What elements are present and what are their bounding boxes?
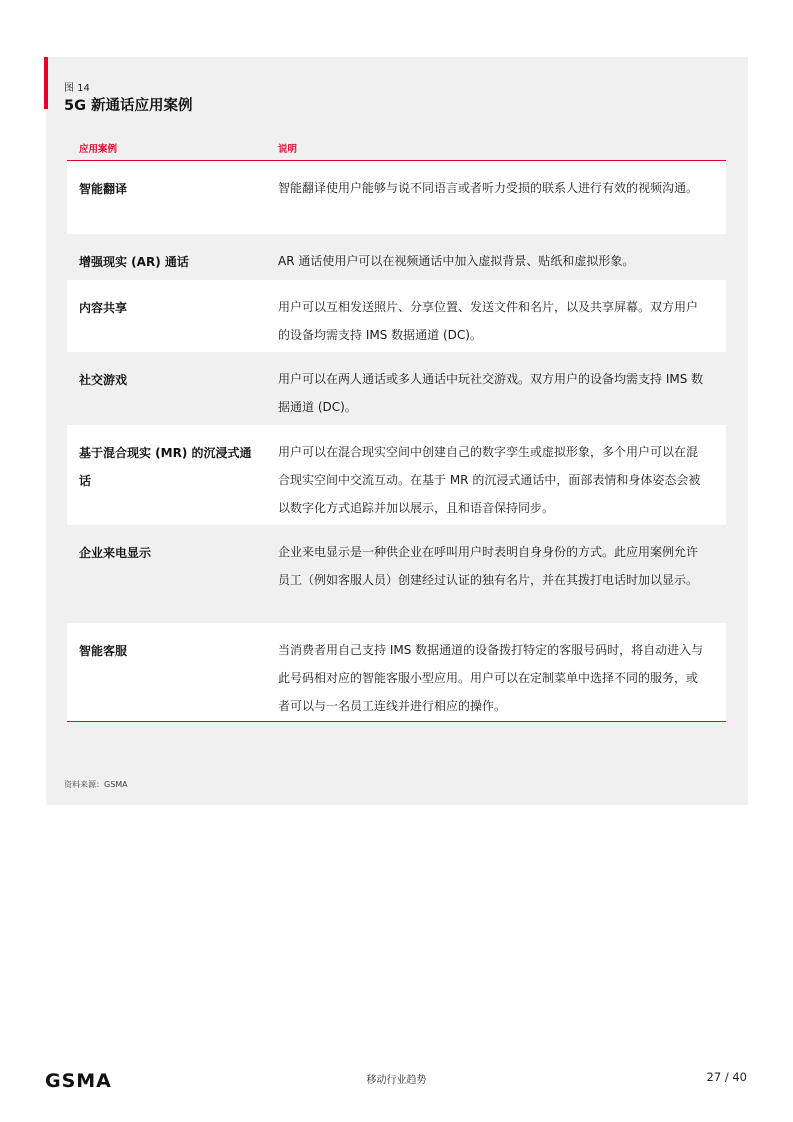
table-row [67,234,726,280]
row-description: 当消费者用自己支持 IMS 数据通道的设备拨打特定的客服号码时，将自动进入与此号码相对应的智能客服小型应用。用户可以在定制菜单中选择不同的服务，或者可以与一名员工连线并进行相应的操作。 [278,643,704,713]
figure-title: 5G 新通话应用案例 [64,98,193,114]
row-description: 用户可以在混合现实空间中创建自己的数字孪生或虚拟形象，多个用户可以在混合现实空间中交流互动。在基于 MR 的沉浸式通话中，面部表情和身体姿态会被以数字化方式追踪并加以展示，且和语音保持同步。 [278,445,701,515]
table-row [67,623,726,722]
table-row [67,280,726,352]
row-case: 智能客服 [79,644,128,658]
row-description: AR 通话使用户可以在视频通话中加入虚拟背景、贴纸和虚拟形象。 [278,254,635,268]
header-description: 说明 [278,144,298,155]
table-row [67,161,726,234]
table-row [67,425,726,525]
row-description: 企业来电显示是一种供企业在呼叫用户时表明自身身份的方式。此应用案例允许员工（例如客服人员）创建经过认证的独有名片，并在其拨打电话时加以显示。 [278,545,699,587]
table-row [67,525,726,623]
use-case-table [67,132,726,722]
row-description: 用户可以在两人通话或多人通话中玩社交游戏。双方用户的设备均需支持 IMS 数据通道 (DC)。 [278,372,704,414]
row-description: 用户可以互相发送照片、分享位置、发送文件和名片，以及共享屏幕。双方用户的设备均需支持 IMS 数据通道 (DC)。 [278,300,699,342]
table-header [67,132,726,161]
row-case: 企业来电显示 [79,546,152,560]
row-description: 智能翻译使用户能够与说不同语言或者听力受损的联系人进行有效的视频沟通。 [278,181,699,195]
row-case: 增强现实 (AR) 通话 [79,255,189,269]
page-number: 27 / 40 [706,1070,747,1084]
table-row [67,352,726,425]
figure-label: 图 14 [64,83,90,94]
gsma-logo: GSMA [45,1070,112,1092]
row-case: 基于混合现实 (MR) 的沉浸式通话 [79,446,252,488]
footer-title: 移动行业趋势 [366,1075,427,1086]
row-case: 内容共享 [79,301,128,315]
row-case: 社交游戏 [79,373,128,387]
row-case: 智能翻译 [79,182,128,196]
accent-bar [44,57,48,109]
header-case: 应用案例 [79,144,118,155]
source-note: 资料来源：GSMA [64,780,128,789]
